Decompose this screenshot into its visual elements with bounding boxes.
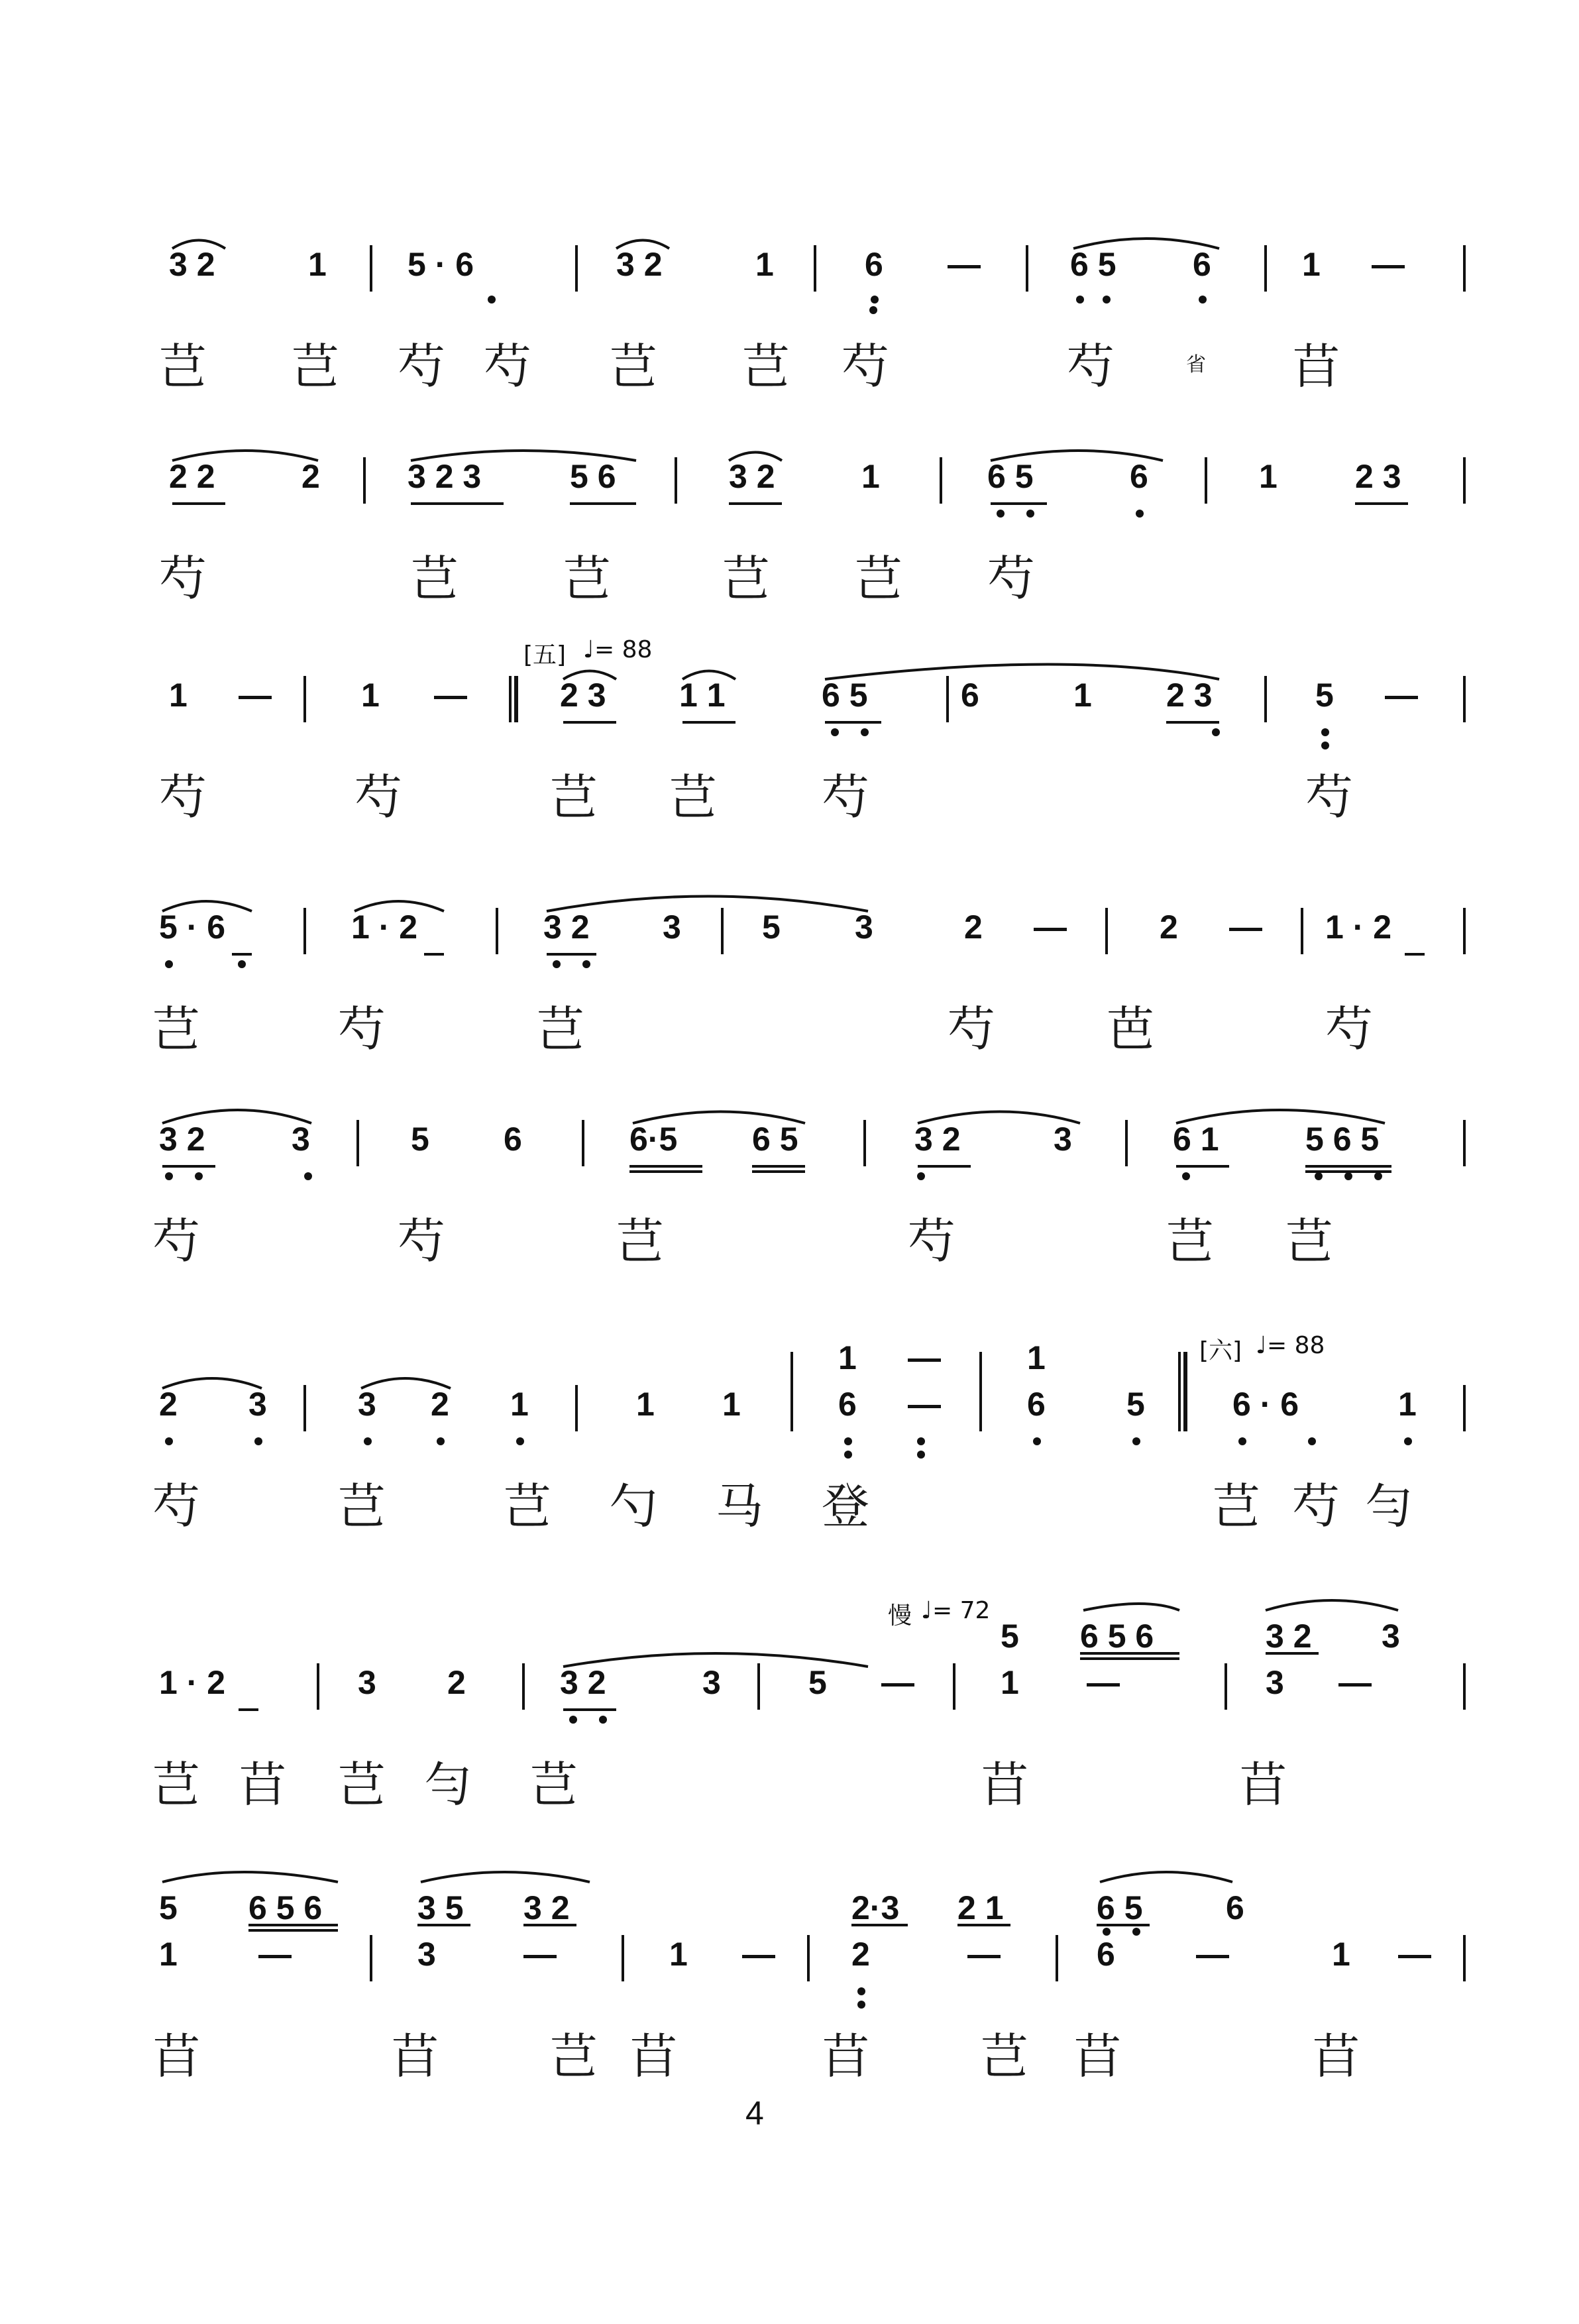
tab-char: 芍	[1305, 769, 1354, 825]
note: 1	[308, 246, 327, 283]
note: —	[1372, 246, 1405, 283]
note: 2	[431, 1386, 449, 1423]
note: 3	[663, 909, 681, 946]
score-line-7	[152, 1597, 1471, 1855]
notation-marks	[152, 881, 1471, 1100]
notation-marks	[152, 1637, 1471, 1855]
note: —	[1196, 1936, 1229, 1973]
note: 2 1	[957, 1889, 1004, 1926]
note: 1	[1259, 458, 1278, 495]
note: 3	[855, 909, 873, 946]
tab-char: 芑	[292, 339, 340, 394]
tab-char: 䒤	[152, 2028, 201, 2084]
note: 1	[169, 677, 188, 714]
note: 1 · 2	[351, 909, 418, 946]
note: 5	[1315, 677, 1334, 714]
tab-char: 芑	[152, 1757, 201, 1812]
note: 3	[358, 1386, 376, 1423]
tempo-mark: ♩= 88	[1256, 1332, 1325, 1359]
note: 5 6 5	[1305, 1121, 1380, 1158]
tab-char: 芍	[398, 1213, 446, 1269]
note: 6·5	[629, 1121, 678, 1158]
score-line-6	[152, 1332, 1471, 1577]
note: 1	[1332, 1936, 1350, 1973]
note: 1	[1073, 677, 1092, 714]
tab-char: 勻	[1365, 1478, 1413, 1534]
notation-marks	[152, 1358, 1471, 1577]
tempo-mark: ♩= 88	[583, 636, 653, 663]
note: 2 2	[169, 458, 215, 495]
note: —	[1229, 909, 1262, 946]
note: —	[434, 677, 467, 714]
note: 2	[851, 1936, 870, 1973]
note: 3	[702, 1664, 721, 1701]
tab-char: 芑	[669, 769, 718, 825]
score-line-3	[152, 636, 1471, 868]
note: 2	[301, 458, 320, 495]
tab-char: 芭	[1107, 1001, 1155, 1057]
note: 1	[510, 1386, 529, 1423]
tab-char: 芍	[484, 339, 532, 394]
tab-char: 䒤	[981, 1757, 1029, 1812]
note: 5 · 6	[408, 246, 474, 283]
note: 2·3	[851, 1889, 900, 1926]
note: 3	[417, 1936, 436, 1973]
note: 5	[411, 1121, 429, 1158]
note: 6 5	[822, 677, 868, 714]
note: —	[948, 246, 981, 283]
tab-char: 芑	[530, 1757, 578, 1812]
note: 3 2	[159, 1121, 205, 1158]
note: 2	[964, 909, 983, 946]
tab-char: 芍	[822, 769, 870, 825]
note: 6	[1193, 246, 1211, 283]
note: 5	[762, 909, 781, 946]
note: 6	[1130, 458, 1148, 495]
note: 1	[861, 458, 880, 495]
tab-char: 芑	[855, 551, 903, 606]
tab-char: 芍	[338, 1001, 386, 1057]
note: 3 2	[729, 458, 775, 495]
note: 5 6	[570, 458, 616, 495]
note: 1	[361, 677, 380, 714]
note: 5	[1126, 1386, 1145, 1423]
note: 2 3	[1166, 677, 1213, 714]
note: 2	[1160, 909, 1178, 946]
note: 2	[447, 1664, 466, 1701]
note: 6	[1226, 1889, 1244, 1926]
note: 5	[1001, 1618, 1019, 1655]
tab-char: 芑	[338, 1478, 386, 1534]
note: 6	[838, 1386, 857, 1423]
note: 3 5	[417, 1889, 464, 1926]
tab-char: 䒤	[391, 2028, 439, 2084]
note: 3 2	[560, 1664, 606, 1701]
tab-char: 䒤	[239, 1757, 287, 1812]
note: 6 5	[987, 458, 1034, 495]
notation-marks	[152, 1909, 1471, 2127]
note: 1	[1001, 1664, 1019, 1701]
tab-char: 勺	[610, 1478, 658, 1534]
tab-char: 芑	[550, 769, 598, 825]
tab-char: 芍	[354, 769, 403, 825]
tab-char: 芑	[504, 1478, 552, 1534]
score-line-5	[152, 1093, 1471, 1312]
tab-char: 芑	[742, 339, 790, 394]
note: 3	[292, 1121, 310, 1158]
note: —	[1338, 1664, 1372, 1701]
note: 1	[755, 246, 774, 283]
tab-char: 䒤	[629, 2028, 678, 2084]
tab-char: 芑	[1213, 1478, 1261, 1534]
tab-mark: 省	[1186, 353, 1206, 376]
tab-char: 芍	[1292, 1478, 1340, 1534]
score-line-1	[152, 219, 1471, 437]
note: 3 2 3	[408, 458, 482, 495]
tab-char: 芍	[987, 551, 1036, 606]
score-line-2	[152, 431, 1471, 649]
tab-char: 芍	[908, 1213, 956, 1269]
notation-marks	[152, 649, 1471, 868]
note: 1 · 2	[1325, 909, 1392, 946]
note: —	[1034, 909, 1067, 946]
tab-char: 芑	[159, 339, 207, 394]
tab-char: 芍	[948, 1001, 996, 1057]
note: 2 3	[1355, 458, 1401, 495]
tab-char: 芍	[159, 551, 207, 606]
note: 6 5	[1097, 1889, 1143, 1926]
note: —	[881, 1664, 914, 1701]
note: 1 · 2	[159, 1664, 226, 1701]
notation-marks	[152, 431, 1471, 649]
note: 6	[1097, 1936, 1115, 1973]
tab-char: 芑	[616, 1213, 665, 1269]
note: 6 1	[1173, 1121, 1219, 1158]
note: 5 · 6	[159, 909, 226, 946]
note: 2	[159, 1386, 178, 1423]
tab-char: 䒤	[1312, 2028, 1360, 2084]
note: 6	[1027, 1386, 1046, 1423]
note: 1	[1398, 1386, 1417, 1423]
tempo-mark: ♩= 72	[921, 1597, 991, 1624]
note: 2 3	[560, 677, 606, 714]
tab-char: 芑	[563, 551, 612, 606]
page-number: 4	[745, 2095, 764, 2132]
note: 3	[1382, 1618, 1400, 1655]
section-marker: [六]	[1199, 1337, 1242, 1364]
note: —	[908, 1339, 941, 1376]
note: 6	[865, 246, 883, 283]
note: 3	[358, 1664, 376, 1701]
note: 6 5 6	[1080, 1618, 1154, 1655]
tempo-label: 慢	[888, 1602, 912, 1630]
tab-char: 芑	[722, 551, 771, 606]
tab-char: 芑	[550, 2028, 598, 2084]
note: —	[239, 677, 272, 714]
note: 1	[159, 1936, 178, 1973]
note: 1	[838, 1339, 857, 1376]
note: 6 5	[1070, 246, 1116, 283]
tab-char: 䒤	[1292, 339, 1340, 394]
note: 1	[722, 1386, 741, 1423]
tab-char: 芑	[537, 1001, 585, 1057]
note: 1 1	[679, 677, 726, 714]
tab-char: 芑	[1166, 1213, 1215, 1269]
note: —	[908, 1386, 941, 1423]
tab-char: 马	[716, 1478, 764, 1534]
note: 1	[1027, 1339, 1046, 1376]
note: 5	[159, 1889, 178, 1926]
note: 1	[669, 1936, 688, 1973]
note: —	[1398, 1936, 1431, 1973]
tab-char: 芍	[152, 1213, 201, 1269]
tab-char: 芑	[610, 339, 658, 394]
section-marker: [五]	[523, 641, 567, 669]
tab-char: 䒤	[1073, 2028, 1122, 2084]
note: —	[523, 1936, 557, 1973]
note: 6	[961, 677, 979, 714]
note: —	[742, 1936, 775, 1973]
note: 1	[636, 1386, 655, 1423]
tab-char: 芍	[398, 339, 446, 394]
note: 6	[504, 1121, 522, 1158]
note: —	[258, 1936, 292, 1973]
note: —	[1385, 677, 1418, 714]
tab-char: 芑	[981, 2028, 1029, 2084]
note: 1	[1302, 246, 1321, 283]
note: 3	[1266, 1664, 1284, 1701]
tab-char: 勻	[424, 1757, 472, 1812]
notation-marks	[152, 1093, 1471, 1312]
note: 3 2	[914, 1121, 961, 1158]
tab-char: 芍	[842, 339, 890, 394]
tab-char: 䒤	[1239, 1757, 1287, 1812]
tab-char: 䒤	[822, 2028, 870, 2084]
tab-char: 登	[822, 1478, 870, 1534]
note: 6 5	[752, 1121, 798, 1158]
note: 3	[1054, 1121, 1072, 1158]
note: 6 · 6	[1232, 1386, 1299, 1423]
note: —	[967, 1936, 1001, 1973]
note: 6 5 6	[248, 1889, 323, 1926]
tab-char: 芑	[152, 1001, 201, 1057]
note: 3 2	[616, 246, 663, 283]
notation-marks	[152, 219, 1471, 437]
tab-char: 芍	[1067, 339, 1115, 394]
note: 3	[248, 1386, 267, 1423]
tab-char: 芑	[1285, 1213, 1334, 1269]
note: 3 2	[523, 1889, 570, 1926]
note: —	[1087, 1664, 1120, 1701]
note: 5	[808, 1664, 827, 1701]
tab-char: 芍	[152, 1478, 201, 1534]
tab-char: 芑	[338, 1757, 386, 1812]
score-line-8	[152, 1889, 1471, 2127]
note: 3 2	[169, 246, 215, 283]
score-line-4	[152, 881, 1471, 1100]
tab-char: 芑	[411, 551, 459, 606]
tab-char: 芍	[1325, 1001, 1374, 1057]
tab-char: 芍	[159, 769, 207, 825]
note: 3 2	[543, 909, 590, 946]
note: 3 2	[1266, 1618, 1312, 1655]
